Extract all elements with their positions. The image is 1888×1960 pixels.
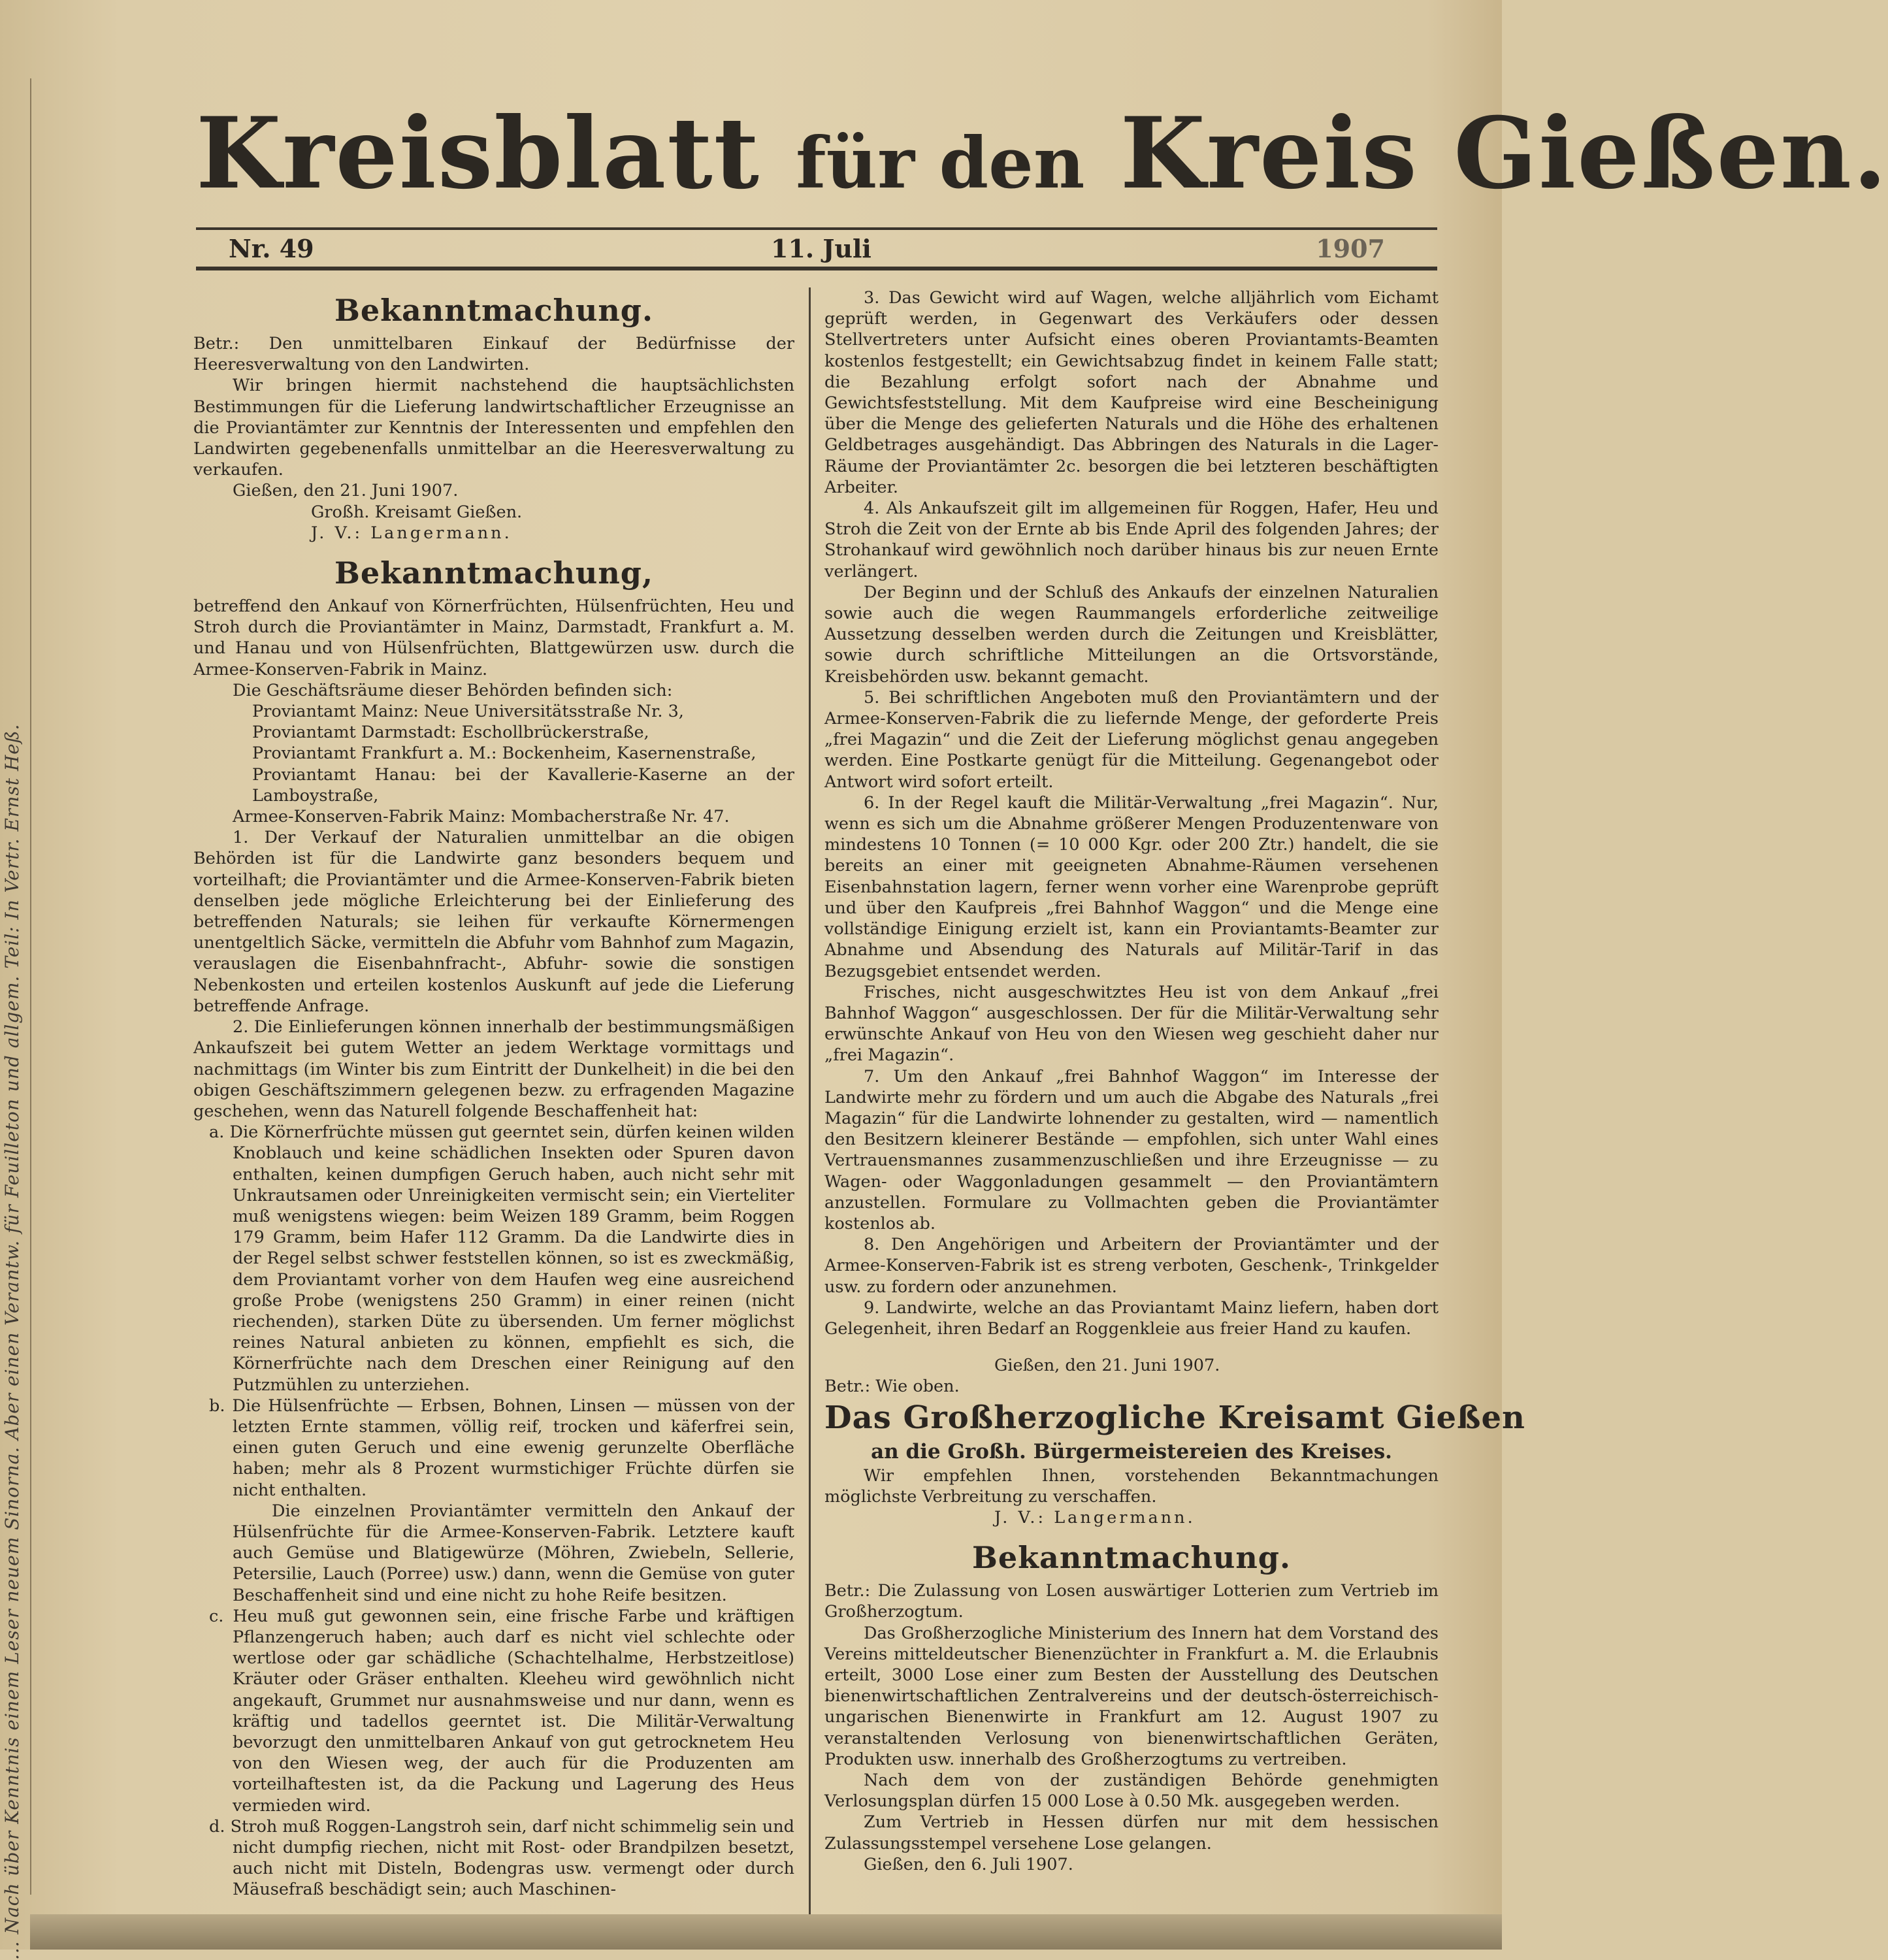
notice2-title: Bekanntmachung, [334, 555, 653, 591]
notice3-body-2: Nach dem von der zuständigen Behörde genehmigten Verlosungsplan dürfen 15 000 Lose à 0.50 Mk. ausgegeben werden. [824, 1771, 1439, 1812]
notice2-item-b: b. Die Hülsenfrüchte — Erbsen, Bohnen, Linsen — müssen von der letzten Ernte stammen, völlig reif, trocken und käferfrei sein, einen guten Geruch und eine ewenig gerunzelte Oberfläche haben; mehr als 8 Prozent wurmstichiger Früchte dürfen sie nicht enthalten. [209, 1396, 794, 1500]
notice2-place-date: Gießen, den 21. Juni 1907. [994, 1356, 1220, 1376]
page-bottom-edge [30, 1914, 1502, 1950]
notice3-title: Bekanntmachung. [972, 1540, 1291, 1576]
notice2-paragraph-3: 3. Das Gewicht wird auf Wagen, welche alljährlich vom Eichamt geprüft werden, in Gegenwart des Verkäufers oder dessen Stellvertreters unter Aufsicht eines oberen Proviantamts-Beamten kostenlos festgestellt; ein Gewichtsabzug findet in keinem Falle statt; die Bezahlung erfolgt sofort nach der Abnahme und Gewichtsfeststellung. Mit dem Kaufpreise wird eine Bescheinigung über die Menge des gelieferten Naturals und die Höhe des erhaltenen Geldbetrages ausgehändigt. Das Abbringen des Naturals in die Lager-Räume der Proviantämter 2c. besorgen die bei letzteren beschäftigten Arbeiter. [824, 288, 1439, 497]
office-item: Proviantamt Hanau: bei der Kavallerie-Kaserne an der Lamboystraße, [252, 764, 794, 806]
circular-signature: J. V.: Langermann. [994, 1507, 1196, 1527]
issue-year: 1907 [1316, 234, 1385, 263]
notice2-paragraph-4b: Der Beginn und der Schluß des Ankaufs der einzelnen Naturalien sowie auch die wegen Raummangels erforderliche zeitweilige Aussetzung desselben werden durch die Zeitungen und Kreisblätter, sowie durch schriftliche Mitteilungen an die Ortsvorstände, Kreisbehörden usw. bekannt gemacht. [824, 582, 1439, 687]
notice3-subject: Betr.: Die Zulassung von Losen auswärtiger Lotterien zum Vertrieb im Großherzogtum. [824, 1581, 1439, 1622]
notice1-body: Wir bringen hiermit nachstehend die hauptsächlichsten Bestimmungen für die Lieferung landwirtschaftlicher Erzeugnisse an die Proviantämter zur Kenntnis der Interessenten und empfehlen den Landwirten gegebenenfalls unmittelbar an die Heeresverwaltung zu verkaufen. [193, 376, 794, 480]
side-margin-text: ... Nach über Kenntnis einem Leser neuem Sinorna. Aber einen Verantw. für Feuilleton und allgem. Teil: In Vertr. Ernst Heß. [1, 723, 23, 1960]
notice2-paragraph-4: 4. Als Ankaufszeit gilt im allgemeinen für Roggen, Hafer, Heu und Stroh die Zeit von der Ernte ab bis Ende April des folgenden Jahres; der Strohankauf wird gewöhnlich noch darüber hinaus bis zur neuen Ernte verlängert. [824, 498, 1439, 581]
masthead-part1: Kreisblatt [196, 96, 760, 211]
top-rule [196, 227, 1437, 230]
issue-date: 11. Juli [771, 234, 871, 263]
notice2-paragraph-7: 7. Um den Ankauf „frei Bahnhof Waggon“ im Interesse der Landwirte mehr zu fördern und um auch die Abgabe des Naturals „frei Magazin“ für die Landwirte lohnender zu gestalten, wird — namentlich den Besitzern kleinerer Bestände — empfohlen, sich unter Wahl eines Vertrauensmannes zusammenzuschließen und ihre Erzeugnisse — zu Wagen- oder Waggonladungen gesammelt — den Proviantämtern anzustellen. Formulare zu Vollmachten geben die Proviantämter kostenlos ab. [824, 1066, 1439, 1233]
masthead [196, 91, 1888, 222]
issue-number: Nr. 49 [229, 234, 314, 263]
office-item: Proviantamt Mainz: Neue Universitätsstraße Nr. 3, [252, 702, 684, 722]
notice1-subject: Betr.: Den unmittelbaren Einkauf der Bedürfnisse der Heeresverwaltung von den Landwirten. [193, 334, 794, 375]
circular-subject: Betr.: Wie oben. [824, 1377, 960, 1397]
notice2-item-a: a. Die Körnerfrüchte müssen gut geerntet sein, dürfen keinen wilden Knoblauch und keine schädlichen Insekten oder Spuren davon enthalten, keinen dumpfigen Geruch haben, auch nicht sehr mit Unkrautsamen oder Unreinigkeiten vermischt sein; ein Vierteliter muß wenigstens wiegen: beim Weizen 189 Gramm, beim Roggen 179 Gramm, beim Hafer 112 Gramm. Da die Landwirte dies in der Regel selbst schwer feststellen können, so ist es zweckmäßig, dem Proviantamt vorher von dem Haufen weg eine ausreichend große Probe (wenigstens 250 Gramm) in einer reinen (nicht riechenden), starken Düte zu übersenden. Um ferner möglichst reines Natural anbieten zu können, empfiehlt es sich, die Körnerfrüchte nach dem Dreschen einer Reinigung auf den Putzmühlen zu unterziehen. [209, 1122, 794, 1395]
notice2-paragraph-6: 6. In der Regel kauft die Militär-Verwaltung „frei Magazin“. Nur, wenn es sich um die Abnahme größerer Mengen Produzentenware von mindestens 10 Tonnen (= 10 000 Kgr. oder 200 Ztr.) handelt, die sie bereits an einer mit geeigneten Abnahme-Räumen versehenen Eisenbahnstation lagern, ferner wenn vorher eine Warenprobe geprüft und über den Kaufpreis „frei Bahnhof Waggon“ und die Menge eine vollständige Einigung erzielt ist, kann ein Proviantamts-Beamter zur Abnahme und Absendung des Naturals auf Militär-Tarif in das Bezugsgebiet entsendet werden. [824, 792, 1439, 981]
notice2-intro: betreffend den Ankauf von Körnerfrüchten, Hülsenfrüchten, Heu und Stroh durch die Proviantämter in Mainz, Darmstadt, Frankfurt a. M. und Hanau und von Hülsenfrüchten, Blattgewürzen usw. durch die Armee-Konserven-Fabrik in Mainz. [193, 596, 794, 679]
dateline [196, 232, 1437, 266]
notice2-paragraph-2: 2. Die Einlieferungen können innerhalb der bestimmungsmäßigen Ankaufszeit bei gutem Wetter an jedem Werktage vormittags und nachmittags (im Winter bis zum Eintritt der Dunkelheit) in die bei den obigen Geschäftszimmern gelegenen bezw. zu erfragenden Magazine geschehen, wenn das Naturell folgende Beschaffenheit hat: [193, 1017, 794, 1121]
notice1-title: Bekanntmachung. [334, 293, 653, 328]
notice3-body: Das Großherzogliche Ministerium des Innern hat dem Vorstand des Vereins mitteldeutscher Bienenzüchter in Frankfurt a. M. die Erlaubnis erteilt, 3000 Lose einer zum Besten der Ausstellung des Deutschen bienenwirtschaftlichen Zentralvereins und der deutsch-österreichisch-ungarischen Bienenwirte in Frankfurt am 12. August 1907 zu veranstaltenden Verlosung von bienenwirtschaftlichen Geräten, Produkten usw. innerhalb des Großherzogtums zu vertreiben. [824, 1623, 1439, 1769]
notice2-paragraph-5: 5. Bei schriftlichen Angeboten muß den Proviantämtern und der Armee-Konserven-Fabrik die zu liefernde Menge, der geforderte Preis „frei Magazin“ und die Zeit der Lieferung möglichst genau angegeben werden. Eine Postkarte genügt für die Mitteilung. Gegenangebot oder Antwort wird sofort erteilt. [824, 687, 1439, 792]
side-margin [0, 78, 31, 1960]
office-item: Proviantamt Darmstadt: Eschollbrückerstraße, [252, 723, 649, 743]
office-item: Proviantamt Frankfurt a. M.: Bockenheim, Kasernenstraße, [252, 743, 757, 764]
notice3-place-date: Gießen, den 6. Juli 1907. [864, 1854, 1073, 1874]
circular-recipients: an die Großh. Bürgermeistereien des Kreises. [871, 1439, 1392, 1463]
notice2-paragraph-6b: Frisches, nicht ausgeschwitztes Heu ist von dem Ankauf „frei Bahnhof Waggon“ ausgeschlossen. Der für die Militär-Verwaltung sehr erwünschte Ankauf von Heu von den Wiesen weg geschieht daher nur „frei Magazin“. [824, 982, 1439, 1066]
notice1-place-date: Gießen, den 21. Juni 1907. [233, 481, 459, 501]
notice1-authority: Großh. Kreisamt Gießen. [311, 502, 523, 522]
notice2-offices-intro: Die Geschäftsräume dieser Behörden befinden sich: [233, 680, 673, 700]
circular-authority: Das Großherzogliche Kreisamt Gießen [824, 1399, 1525, 1436]
office-item: Armee-Konserven-Fabrik Mainz: Mombacherstraße Nr. 47. [233, 807, 730, 827]
notice2-item-c: c. Heu muß gut gewonnen sein, eine frische Farbe und kräftigen Pflanzengeruch haben; auch darf es nicht viel schlechte oder wertlose oder gar schädliche (Schachtelhalme, Herbstzeitlose) Kräuter oder Gräser enthalten. Kleeheu wird gewöhnlich nicht angekauft, Grummet nur ausnahmsweise und nur dann, wenn es kräftig und tadellos geerntet ist. Die Militär-Verwaltung bevorzugt den unmittelbaren Ankauf von gut getrocknetem Heu von den Wiesen weg, der auch für die Produzenten am vorteilhaftesten ist, da die Packung und Lagerung des Heus vermieden wird. [209, 1606, 794, 1816]
notice3-body-3: Zum Vertrieb in Hessen dürfen nur mit dem hessischen Zulassungsstempel versehene Lose gelangen. [824, 1812, 1439, 1854]
bottom-rule [196, 267, 1437, 270]
notice1-signature: J. V.: Langermann. [311, 523, 512, 543]
left-column [193, 287, 794, 1901]
notice2-item-d: d. Stroh muß Roggen-Langstroh sein, darf nicht schimmelig sein und nicht dumpfig riechen, nicht mit Rost- oder Brandpilzen besetzt, auch nicht mit Disteln, Bodengras usw. vermengt oder durch Mäusefraß beschädigt sein; auch Maschinen- [209, 1816, 794, 1900]
column-divider [809, 287, 811, 1940]
notice2-item-b-continued: Die einzelnen Proviantämter vermitteln den Ankauf der Hülsenfrüchte für die Armee-Konserven-Fabrik. Letztere kauft auch Gemüse und Blatigewürze (Möhren, Zwiebeln, Sellerie, Petersilie, Lauch (Porree) usw.) dann, wenn die Gemüse von guter Beschaffenheit sind und eine nicht zu hohe Reife besitzen. [233, 1501, 794, 1605]
notice2-paragraph-1: 1. Der Verkauf der Naturalien unmittelbar an die obigen Behörden ist für die Landwirte ganz besonders bequem und vorteilhaft; die Proviantämter und die Armee-Konserven-Fabrik bieten denselben jede mögliche Erleichterung bei der Einlieferung des betreffenden Naturals; sie leihen für verkaufte Körnermengen unentgeltlich Säcke, vermitteln die Abfuhr vom Bahnhof zum Magazin, verauslagen die Eisenbahnfracht-, Abfuhr- sowie die sonstigen Nebenkosten und erteilen kostenlos Auskunft auf jede die Lieferung betreffende Anfrage. [193, 828, 794, 1016]
masthead-part3: Kreis Gießen. [1120, 96, 1888, 211]
circular-body: Wir empfehlen Ihnen, vorstehenden Bekanntmachungen möglichste Verbreitung zu verschaffen. [824, 1465, 1439, 1507]
notice2-paragraph-9: 9. Landwirte, welche an das Proviantamt Mainz liefern, haben dort Gelegenheit, ihren Bedarf an Roggenkleie aus freier Hand zu kaufen. [824, 1298, 1439, 1339]
masthead-part2: für den [796, 122, 1085, 204]
notice2-paragraph-8: 8. Den Angehörigen und Arbeitern der Proviantämter und der Armee-Konserven-Fabrik ist es streng verboten, Geschenk-, Trinkgelder usw. zu fordern oder anzunehmen. [824, 1235, 1439, 1297]
right-column [824, 287, 1525, 1875]
